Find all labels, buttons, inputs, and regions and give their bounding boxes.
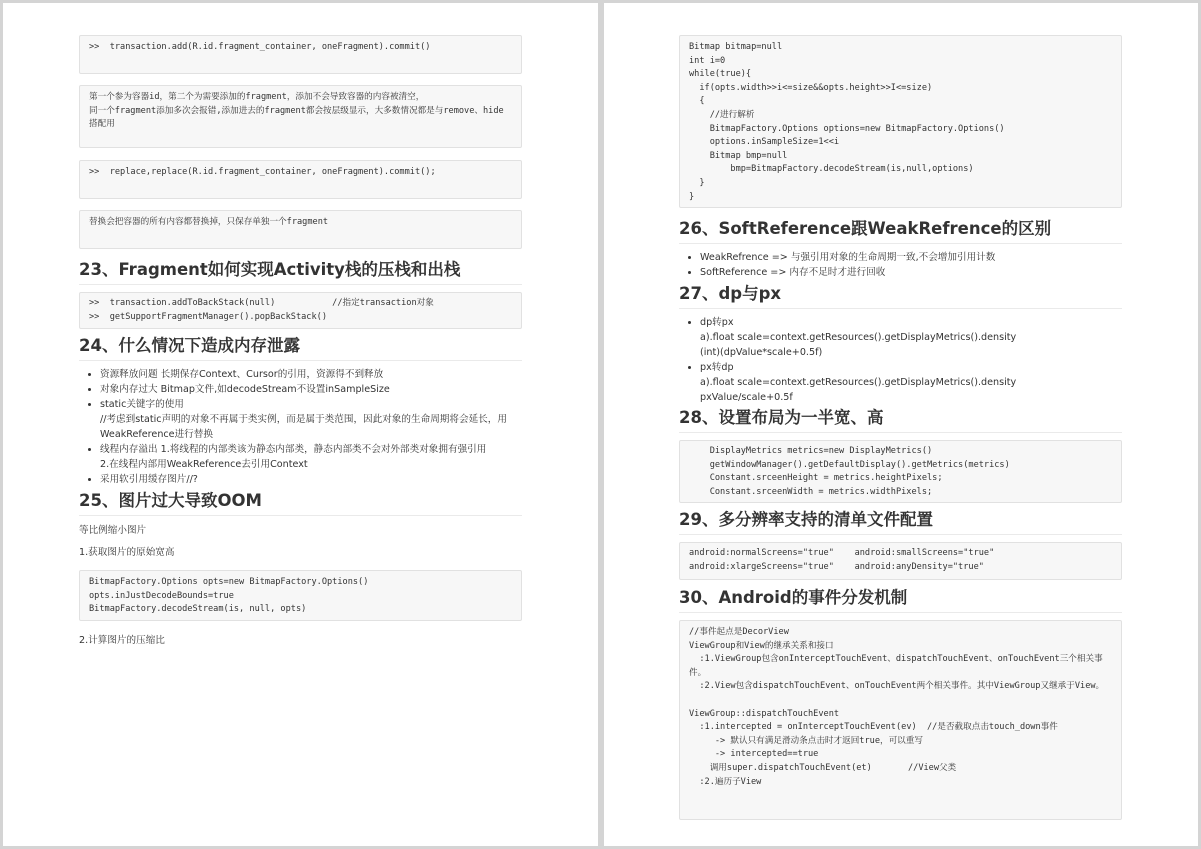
list-item-line: • static关键字的使用 [100, 399, 184, 410]
code-block-23: >> transaction.addToBackStack(null) //指定transaction对象 >> getSupportFragmentManager().popBackStack() [79, 292, 522, 329]
list-item [100, 367, 522, 382]
code-block-replace: >> replace,replace(R.id.fragment_container, oneFragment).commit(); [79, 160, 522, 199]
list-item [100, 472, 522, 487]
code-block-30: //事件起点是DecorView ViewGroup和View的继承关系和接口 :1.ViewGroup包含onInterceptTouchEvent、dispatchTouchEvent、onTouchEvent三个相关事件。 :2.View包含dispatchTouchEvent、onTouchEvent两个相关事件。其中ViewGroup又继承于View。 ViewGroup::dispatchTouchEvent :1.intercepted = onInterceptTouchEvent(ev) //是否截取点击touch_down事件 -> 默认只有满足滑动条点击时才返回true，可以重写 -> intercepted==true 调用super.dispatchTouchEvent(et) //View父类 :2.遍历子View [679, 620, 1122, 820]
list-item [700, 360, 1122, 405]
paragraph-scale-down: 等比例缩小图片 [79, 525, 147, 536]
code-block-29: android:normalScreens="true" android:smallScreens="true" android:xlargeScreens="true" android:anyDensity="true" [679, 542, 1122, 580]
code-block-add: >> transaction.add(R.id.fragment_container, oneFragment).commit() [79, 35, 522, 74]
list-item-line: • WeakRefrence => 与强引用对象的生命周期一致,不会增加引用计数 [700, 252, 996, 263]
list-item-line: a).float scale=context.getResources().getDisplayMetrics().density [700, 332, 1017, 343]
list-item-line: • 对象内存过大 Bitmap文件,如decodeStream不设置inSampleSize [100, 384, 390, 395]
left-page [3, 3, 598, 846]
heading-27: 27、dp与px [679, 283, 1122, 309]
list-item-line: WeakReference进行替换 [100, 429, 213, 440]
list-item [700, 250, 1122, 265]
list-item-line: • px转dp [700, 362, 734, 373]
list-26 [679, 250, 1122, 280]
code-block-28: DisplayMetrics metrics=new DisplayMetrics() getWindowManager().getDefaultDisplay().getMetrics(metrics) Constant.srceenHeight = metrics.heightPixels; Constant.srceenWidth = metrics.widthPixels; [679, 440, 1122, 503]
list-item [700, 265, 1122, 280]
list-24 [79, 367, 522, 487]
right-page [604, 3, 1198, 846]
heading-29: 29、多分辨率支持的清单文件配置 [679, 509, 1122, 535]
list-item [100, 382, 522, 397]
paragraph-calc-ratio: 2.计算图片的压缩比 [79, 635, 165, 646]
paragraph-get-size: 1.获取图片的原始宽高 [79, 547, 175, 558]
heading-28: 28、设置布局为一半宽、高 [679, 407, 1122, 433]
heading-26: 26、SoftReference跟WeakRefrence的区别 [679, 218, 1122, 244]
list-item-line: //考虑到static声明的对象不再属于类实例，而是属于类范围，因此对象的生命周期将会延长，用 [100, 414, 507, 425]
note-block-add: 第一个参为容器id，第二个为需要添加的fragment，添加不会导致容器的内容被清空， 同一个fragment添加多次会报错,添加进去的fragment都会按层级显示，大多数情况都是与remove、hide 搭配用 [79, 85, 522, 148]
list-item-line: a).float scale=context.getResources().getDisplayMetrics().density [700, 377, 1017, 388]
list-item-line: • dp转px [700, 317, 734, 328]
list-item [100, 397, 522, 442]
list-item [100, 442, 522, 472]
list-item-line: pxValue/scale+0.5f [700, 392, 793, 403]
list-item [700, 315, 1122, 360]
heading-24: 24、什么情况下造成内存泄露 [79, 335, 522, 361]
list-item-line: • SoftReference => 内存不足时才进行回收 [700, 267, 886, 278]
list-item-line: • 线程内存溢出 1.将线程的内部类该为静态内部类，静态内部类不会对外部类对象拥有强引用 [100, 444, 487, 455]
heading-30: 30、Android的事件分发机制 [679, 587, 1122, 613]
heading-25: 25、图片过大导致OOM [79, 490, 522, 516]
list-item-line: • 采用软引用缓存图片//? [100, 474, 198, 485]
list-item-line: 2.在线程内部用WeakReference去引用Context [100, 459, 308, 470]
list-item-line: (int)(dpValue*scale+0.5f) [700, 347, 823, 358]
heading-23: 23、Fragment如何实现Activity栈的压栈和出栈 [79, 259, 522, 285]
code-block-bitmap: Bitmap bitmap=null int i=0 while(true){ if(opts.width>>i<=size&&opts.height>>I<=size) { //进行解析 BitmapFactory.Options options=new BitmapFactory.Options() options.inSampleSize=1<<i Bitmap bmp=null bmp=BitmapFactory.decodeStream(is,null,options) } } [679, 35, 1122, 208]
code-block-25: BitmapFactory.Options opts=new BitmapFactory.Options() opts.inJustDecodeBounds=true BitmapFactory.decodeStream(is, null, opts) [79, 570, 522, 621]
list-item-line: • 资源释放问题 长期保存Context、Cursor的引用，资源得不到释放 [100, 369, 384, 380]
note-block-replace: 替换会把容器的所有内容都替换掉，只保存单独一个fragment [79, 210, 522, 249]
list-27 [679, 315, 1122, 405]
